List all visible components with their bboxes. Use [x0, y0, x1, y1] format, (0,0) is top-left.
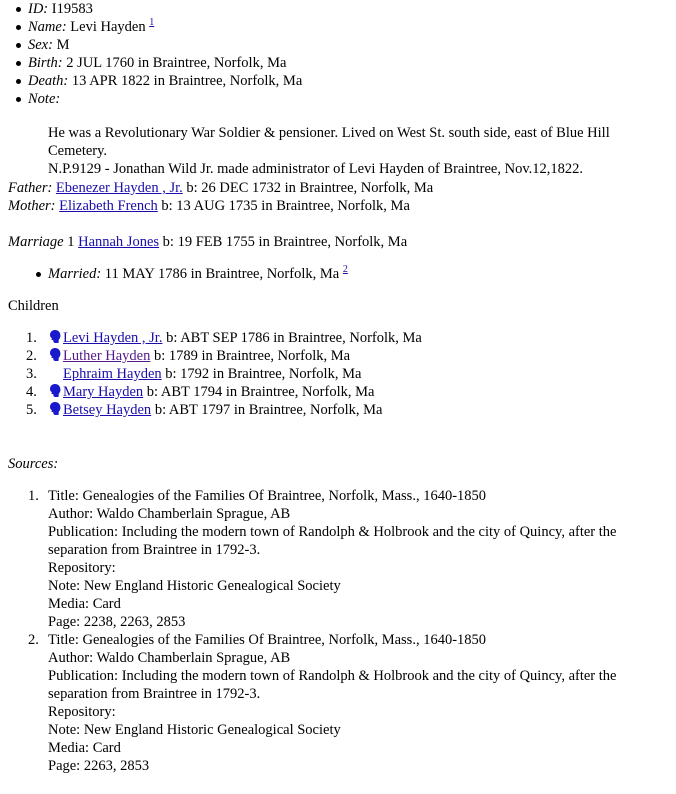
fact-note: Note: — [28, 90, 668, 108]
sources-list — [8, 487, 668, 775]
child-link[interactable]: Ephraim Hayden — [63, 366, 162, 382]
fact-id: ID: I19583 — [28, 0, 668, 18]
children-list — [8, 329, 668, 419]
source-ref-1-link[interactable]: 1 — [149, 17, 155, 29]
child-item: Levi Hayden , Jr. b: ABT SEP 1786 in Braintree, Norfolk, Ma — [48, 329, 668, 347]
fact-death: Death: 13 APR 1822 in Braintree, Norfolk, Ma — [28, 72, 668, 90]
child-link[interactable]: Betsey Hayden — [63, 402, 152, 418]
parents — [8, 179, 668, 215]
child-item: Mary Hayden b: ABT 1794 in Braintree, Norfolk, Ma — [48, 383, 668, 401]
mother-link[interactable]: Elizabeth French — [59, 198, 158, 214]
child-link[interactable]: Mary Hayden — [63, 384, 144, 400]
marriage-row: Marriage 1 Hannah Jones b: 19 FEB 1755 in Braintree, Norfolk, Ma — [8, 234, 408, 250]
marriage-facts — [8, 265, 668, 283]
father-row: Father: Ebenezer Hayden , Jr. b: 26 DEC 1732 in Braintree, Norfolk, Ma — [8, 180, 434, 196]
descendants-icon[interactable] — [48, 383, 62, 399]
father-link[interactable]: Ebenezer Hayden , Jr. — [55, 180, 183, 196]
facts-list — [8, 0, 668, 108]
source-item: Title: Genealogies of the Families Of Braintree, Norfolk, Mass., 1640-1850 Author: Waldo Chamberlain Sprague, AB Publication: Including the modern town of Randolph & Holbrook and the city of Quincy, after the separation from Braintree in 1792-3. Repository: Note: New England Historic Genealogical Society Media: Card Page: 2238, 2263, 2853 — [48, 488, 617, 630]
source-item: Title: Genealogies of the Families Of Braintree, Norfolk, Mass., 1640-1850 Author: Waldo Chamberlain Sprague, AB Publication: Including the modern town of Randolph & Holbrook and the city of Quincy, after the separation from Braintree in 1792-3. Repository: Note: New England Historic Genealogical Society Media: Card Page: 2263, 2853 — [48, 632, 617, 774]
child-item: Betsey Hayden b: ABT 1797 in Braintree, Norfolk, Ma — [48, 401, 668, 419]
descendants-icon[interactable] — [48, 401, 62, 417]
mother-row: Mother: Elizabeth French b: 13 AUG 1735 in Braintree, Norfolk, Ma — [8, 198, 410, 214]
fact-name: Name: Levi Hayden $^1$ — [28, 18, 668, 36]
child-item: Luther Hayden b: 1789 in Braintree, Norfolk, Ma — [48, 347, 668, 365]
child-item: Ephraim Hayden b: 1792 in Braintree, Norfolk, Ma — [63, 366, 362, 382]
child-link[interactable]: Levi Hayden , Jr. — [63, 330, 163, 346]
fact-sex: Sex: M — [28, 36, 668, 54]
child-link[interactable]: Luther Hayden — [63, 348, 151, 364]
sources-heading: Sources: — [8, 456, 59, 472]
note-text: He was a Revolutionary War Soldier & pensioner. Lived on West St. south side, east of Blue Hill Cemetery. N.P.9129 - Jonathan Wild Jr. made administrator of Levi Hayden of Braintree, Nov.12,1822. — [48, 125, 610, 177]
children-heading: Children — [8, 298, 59, 314]
descendants-icon[interactable] — [48, 329, 62, 345]
fact-birth: Birth: 2 JUL 1760 in Braintree, Norfolk, Ma — [28, 54, 668, 72]
descendants-icon[interactable] — [48, 347, 62, 363]
spouse-link[interactable]: Hannah Jones — [78, 234, 160, 250]
source-ref-2-link[interactable]: 2 — [342, 264, 348, 276]
fact-married: Married: 11 MAY 1786 in Braintree, Norfolk, Ma $^2$ — [48, 265, 668, 283]
